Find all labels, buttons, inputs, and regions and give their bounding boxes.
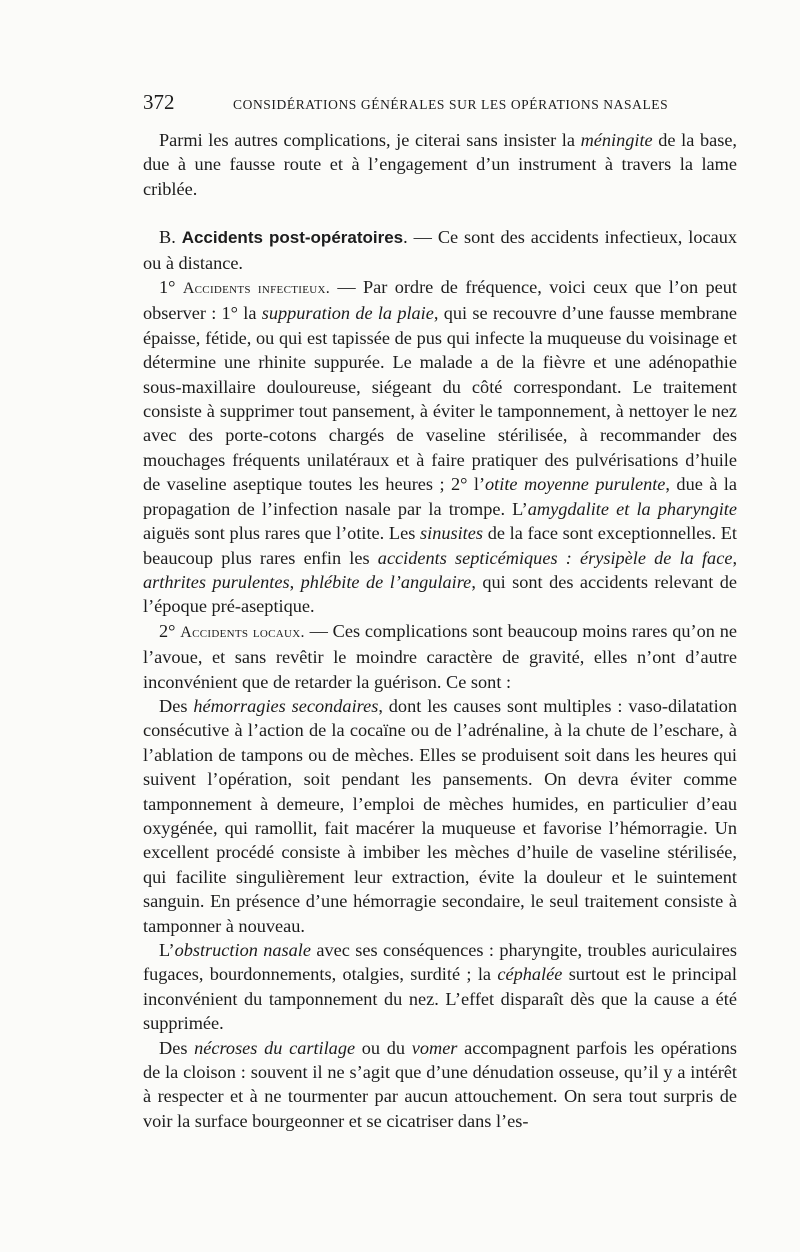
page-number: 372	[143, 90, 175, 114]
paragraph-necroses: Des nécroses du cartilage ou du vomer accompagnent parfois les opérations de la cloison : souvent il ne s’agit que d’une dénudation osseuse, qu’il y a intérêt à respecter et à ne tourmenter par aucun attouchement. On sera tout surpris de voir la surface bourgeonner et se cicatriser dans l’es-	[143, 1037, 737, 1131]
section-gap	[143, 201, 737, 225]
paragraph-complications: Parmi les autres complications, je citerai sans insister la méningite de la base, due à une fausse route et à l’engagement d’un instrument à travers la lame criblée.	[143, 130, 737, 199]
page-header	[143, 90, 737, 115]
subheading-locaux: Accidents locaux.	[180, 623, 305, 641]
paragraph-obstruction: L’obstruction nasale avec ses conséquences : pharyngite, troubles auriculaires fugaces, bourdonnements, otalgies, surdité ; la céphalée surtout est le principal inconvénient du tamponnement du nez. L’effet disparaît dès que la cause a été supprimée.	[143, 940, 737, 1034]
subheading-infectieux: Accidents infectieux.	[182, 280, 330, 298]
running-head: CONSIDÉRATIONS GÉNÉRALES SUR LES OPÉRATIONS NASALES	[233, 97, 669, 112]
paragraph-hemorragies: Des hémorragies secondaires, dont les causes sont multiples : vaso-dilatation consécutive à l’action de la cocaïne ou de l’adrénaline, à la chute de l’eschare, à l’ablation de tampons ou de mèches. Elles se produisent soit dans les heures qui suivent l’opération, soit pendant les pansements. On devra éviter comme tamponnement à demeure, l’emploi de mèches humides, en particulier d’eau oxygénée, qui ramollit, fait macérer la muqueuse et favorise l’hémorragie. Un excellent procédé consiste à imbiber les mèches d’huile de vaseline stérilisée, qui facilite singulièrement leur extraction, évite la douleur et le suintement sanguin. En présence d’une hémorragie secondaire, le seul traitement consiste à tamponner à nouveau.	[143, 695, 737, 936]
section-b-heading: B. Accidents post-opératoires. — Ce sont des accidents infectieux, locaux ou à distance.	[143, 227, 737, 273]
body-text	[143, 128, 737, 1133]
section-b-title: Accidents post-opératoires	[181, 228, 404, 248]
paragraph-accidents-infectieux: 1° Accidents infectieux. — Par ordre de fréquence, voici ceux que l’on peut observer : 1° la suppuration de la plaie, qui se recouvre d’une fausse membrane épaisse, fétide, ou qui est tapissée de pus qui infecte la muqueuse du voisinage et détermine une rhinite suppurée. Le malade a de la fièvre et une adénopathie sous-maxillaire douloureuse, siégeant du côté correspondant. Le traitement consiste à supprimer tout pansement, à éviter le tamponnement, à nettoyer le nez avec des porte-cotons chargés de vaseline stérilisée, à recommander des mouchages fréquents unilatéraux et à faire pratiquer des pulvérisations d’huile de vaseline aseptique toutes les heures ; 2° l’otite moyenne purulente, due à la propagation de l’infection nasale par la trompe. L’amygdalite et la pharyngite aiguës sont plus rares que l’otite. Les sinusites de la face sont exceptionnelles. Et beaucoup plus rares enfin les accidents septicémiques : érysipèle de la face, arthrites purulentes, phlébite de l’angulaire, qui sont des accidents relevant de l’époque pré-aseptique.	[143, 277, 738, 617]
paragraph-accidents-locaux: 2° Accidents locaux. — Ces complications sont beaucoup moins rares qu’on ne l’avoue, et sans revêtir le moindre caractère de gravité, elles n’ont d’autre inconvénient que de retarder la guérison. Ce sont :	[143, 620, 737, 692]
